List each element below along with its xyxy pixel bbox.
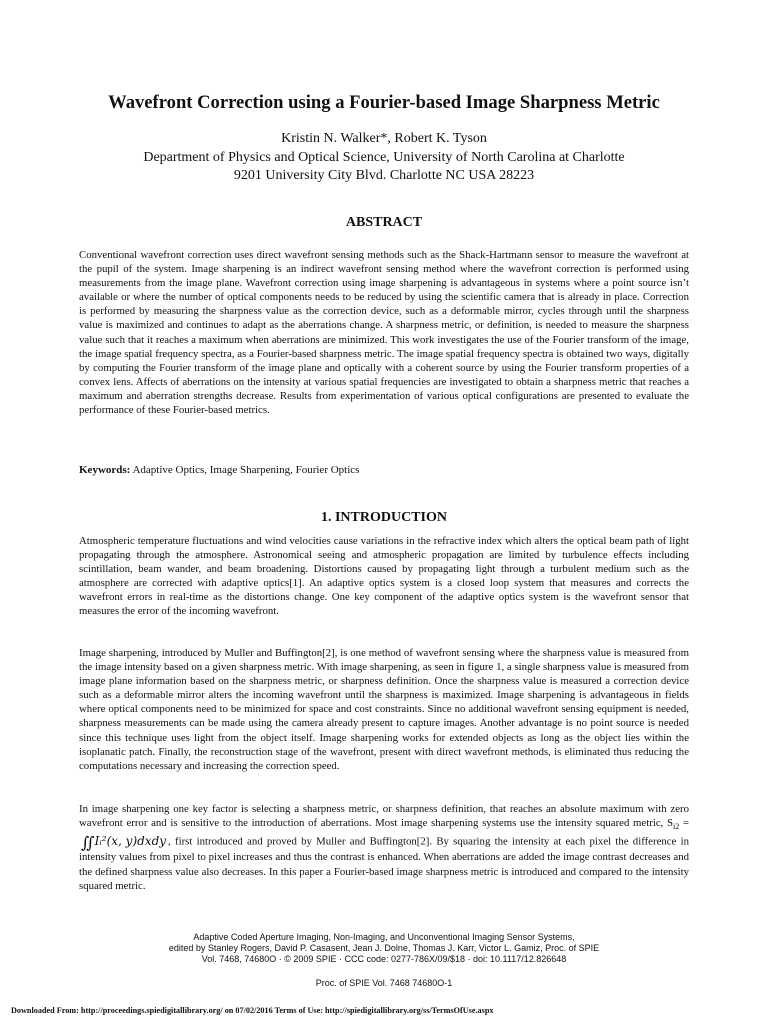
authors: Kristin N. Walker*, Robert K. Tyson — [281, 131, 487, 146]
abstract-heading: ABSTRACT — [345, 215, 423, 230]
download-notice: Downloaded From: http://proceedings.spiedigitallibrary.org/ on 07/02/2016 Terms of Use: http://spiedigitallibrary.org/ss/TermsOfUse.aspx — [11, 1006, 494, 1015]
introduction-paragraph-2: Image sharpening, introduced by Muller and Buffington[2], is one method of wavefront sensing where the sharpness value is measured from the image intensity based on a given sharpness metric. With image sharpening, as seen in figure 1, a single sharpness value is measured from image plane information based on the sharpness metric, or sharpness definition. Once the sharpness value is measured a correction device such as a deformable mirror alters the incoming wavefront until the sharpness is maximized. Image sharpening is advantageous in fields where optical components need to be minimized for space and cost constraints. Since no additional wavefront sensing equipment is needed, sharpness measurements can be made using the camera already present to capture images. Another advantage is no point source is needed since this technique uses light from the object itself. Image sharpening works for extended objects as long as the object lies within the isoplanatic patch. Finally, the reconstruction stage of the wavefront, present with direct wavefront methods, is eliminated thus reducing the computations necessary and increasing the correction speed. — [79, 647, 689, 772]
introduction-paragraph-3 — [79, 802, 689, 893]
proceedings-citation — [0, 932, 768, 964]
intensity-squared-formula — [81, 833, 167, 853]
paper-title: Wavefront Correction using a Fourier-based Image Sharpness Metric — [108, 92, 660, 113]
p3-subscript: i2 — [673, 822, 680, 832]
double-integral-symbol: ∬ — [81, 833, 95, 853]
author-block — [0, 130, 768, 186]
page-footer: Proc. of SPIE Vol. 7468 74680O-1 — [315, 978, 453, 988]
affiliation: Department of Physics and Optical Science, University of North Carolina at Charlotte — [143, 149, 625, 165]
introduction-heading: 1. INTRODUCTION — [320, 510, 447, 525]
keywords-list: Adaptive Optics, Image Sharpening, Fourier Optics — [130, 464, 360, 476]
keywords — [79, 464, 689, 476]
p3-equals: = — [679, 817, 690, 830]
formula-body: Iᵢ²(x, y)dxdy — [94, 834, 167, 849]
p3-text-after: , first introduced and proved by Muller and Buffington[2]. By squaring the intensity at each pixel the difference in intensity values from pixel to pixel increases and thus the contrast is enhanced. When aberrations are added the image contrast decreases and the defined sharpness value also decreases. In this paper a Fourier-based image sharpness metric is introduced and compared to the intensity squared metric. — [79, 835, 689, 892]
proceedings-line-3: Vol. 7468, 74680O · © 2009 SPIE · CCC code: 0277-786X/09/$18 · doi: 10.1117/12.826648 — [201, 953, 567, 964]
proceedings-line-1: Adaptive Coded Aperture Imaging, Non-Imaging, and Unconventional Imaging Sensor Systems, — [193, 932, 575, 942]
p3-text-before: In image sharpening one key factor is selecting a sharpness metric, or sharpness definition, that reaches an absolute maximum with zero wavefront error and is sensitive to the introduction of aberrations. Most image sharpening systems use the intensity squared metric, S — [79, 803, 689, 830]
abstract-text: Conventional wavefront correction uses direct wavefront sensing methods such as the Shack-Hartmann sensor to measure the wavefront at the pupil of the system. Image sharpening is an indirect wavefront sensing method where the wavefront correction is performed using measurements from the image plane. Wavefront correction using image sharpening is advantageous in systems where a point source isn’t available or where the number of optical components needs to be reduced by using the scientific camera that is already in place. Correction is performed by measuring the sharpness value as the correction device, such as a deformable mirror, cycles through until the sharpness value is maximized and continues to adapt as the aberrations change. A sharpness metric, or definition, is needed to measure the sharpness value such that it reaches a maximum when aberrations are minimized. This work investigates the use of the Fourier transform of the image, the image spatial frequency spectra, as a Fourier-based sharpness metric. The image spatial frequency spectra is obtained two ways, digitally by computing the Fourier transform of the image plane and optically with a coherent source by using the Fourier transform properties of a convex lens. Affects of aberrations on the intensity at various spatial frequencies are investigated to obtain a sharpness metric that reaches a maximum and aberration strengths decrease. Results from experimentation of various optical configurations are presented to evaluate the performance of these Fourier-based metrics. — [79, 249, 689, 417]
introduction-paragraph-1: Atmospheric temperature fluctuations and wind velocities cause variations in the refractive index which alters the optical beam path of light propagating through the atmosphere. Astronomical seeing and atmospheric propagation are limited by turbulence effects including scintillation, beam wander, and beam broadening. Distortions caused by propagating light through a turbulent medium such as the atmosphere are corrected with adaptive optics[1]. An adaptive optics system is a closed loop system that measures and corrects the wavefront errors in real-time as the distortions change. One key component of the adaptive optics system is the wavefront sensor that measures the error of the incoming wavefront. — [79, 535, 689, 618]
address: 9201 University City Blvd. Charlotte NC USA 28223 — [233, 168, 535, 183]
proceedings-line-2: edited by Stanley Rogers, David P. Casasent, Jean J. Dolne, Thomas J. Karr, Victor L. Gamiz, Proc. of SPIE — [168, 942, 600, 953]
keywords-label: Keywords: — [79, 464, 131, 476]
